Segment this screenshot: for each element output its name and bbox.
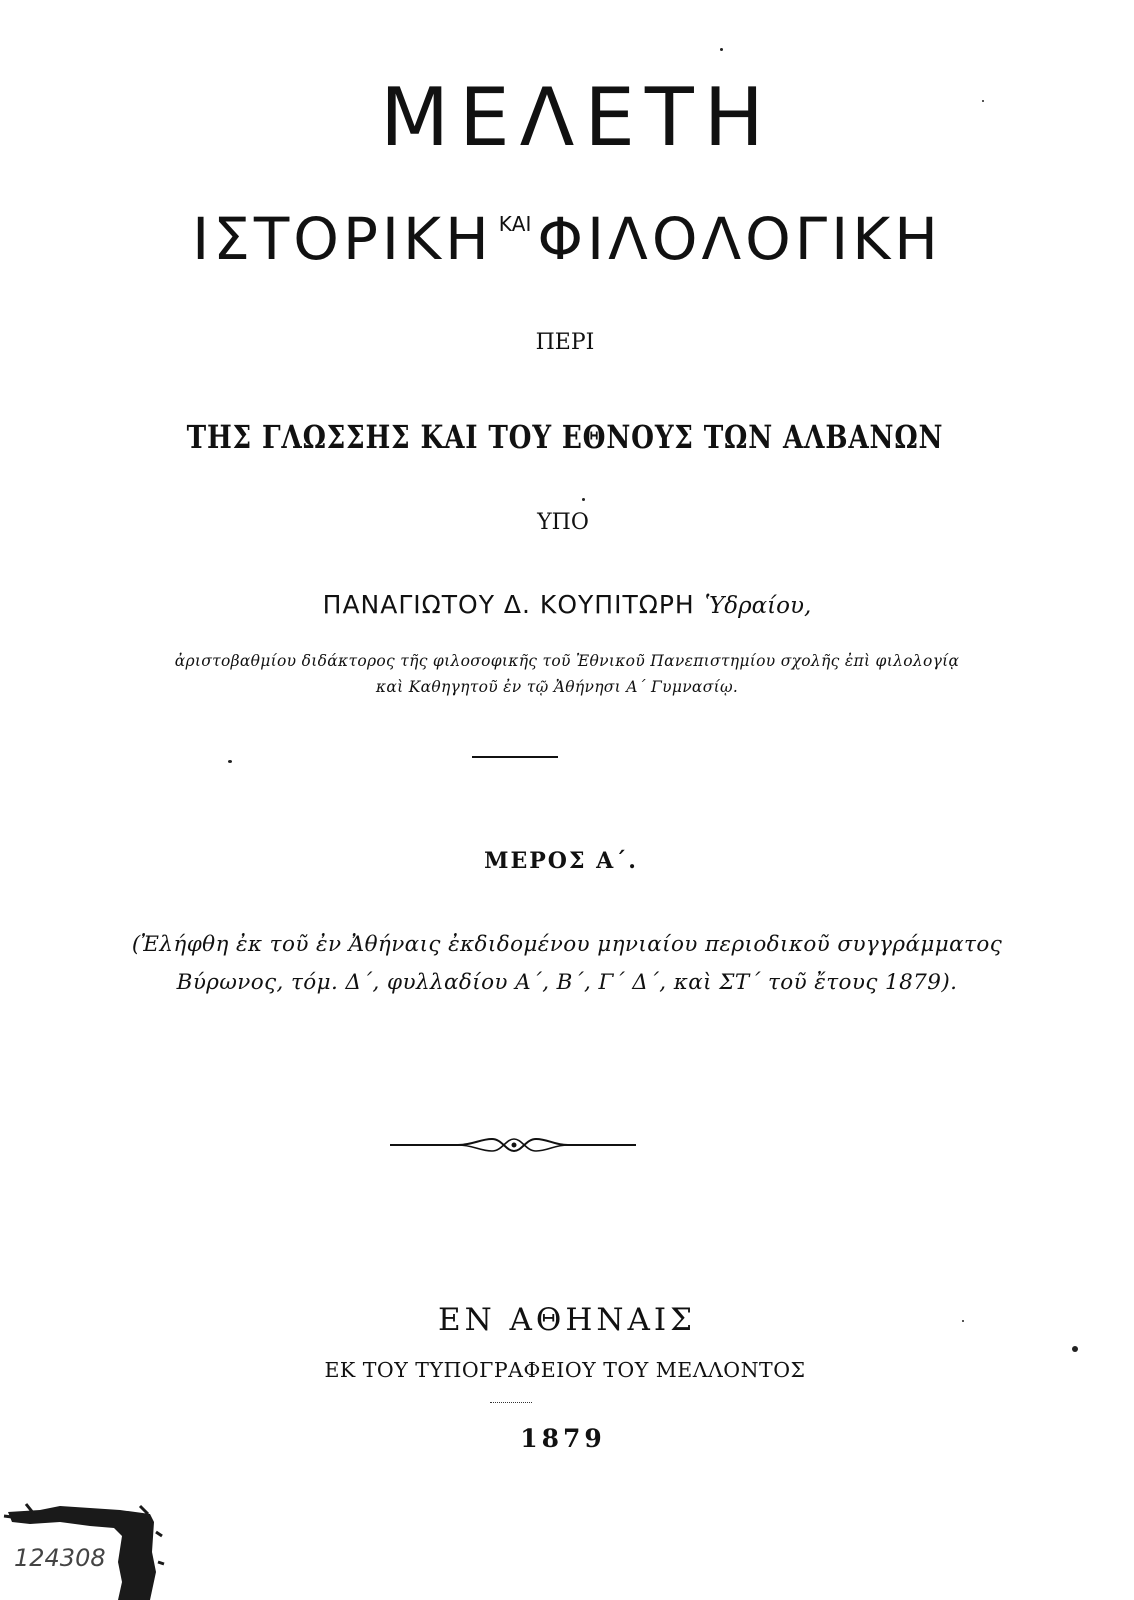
main-title: ΜΕΛΕΤΗ: [380, 71, 774, 164]
source-note-line-1: (Ἐλήφθη ἐκ τοῦ ἐν Ἀθήναις ἐκδιδομένου μηνιαίου περιοδικοῦ συγγράμματος: [131, 932, 1003, 957]
separator-rule: [472, 756, 558, 758]
author-origin: Ὑδραίου,: [704, 593, 812, 619]
subtitle-conjunction: ΚΑΙ: [498, 212, 532, 236]
paper-speck: [582, 498, 585, 501]
subtitle-philological: ΦΙΛΟΛΟΓΙΚΗ: [537, 205, 942, 273]
svg-text:124308: 124308: [14, 1544, 106, 1572]
paper-speck: [962, 1320, 964, 1322]
subtitle: [0, 205, 1134, 273]
subject-heading: ΤΗΣ ΓΛΩΣΣΗΣ ΚΑΙ ΤΟΥ ΕΘΝΟΥΣ ΤΩΝ ΑΛΒΑΝΩΝ: [186, 418, 944, 456]
imprint-city: ΕΝ ΑΘΗΝΑΙΣ: [437, 1302, 697, 1338]
hypo-label: ΥΠΟ: [537, 510, 589, 535]
author-credentials-line-1: ἀριστοβαθμίου διδάκτορος τῆς φιλοσοφικῆς τοῦ Ἐθνικοῦ Πανεπιστημίου σχολῆς ἐπὶ φιλολογίᾳ: [174, 652, 960, 670]
author-name: ΠΑΝΑΓΙΩΤΟΥ Δ. ΚΟΥΠΙΤΩΡΗ: [322, 590, 695, 619]
part-heading: ΜΕΡΟΣ Α΄.: [484, 848, 638, 874]
subtitle-historical: ΙΣΤΟΡΙΚΗ: [192, 205, 493, 273]
author-line: [0, 590, 1134, 619]
small-dotted-rule: [490, 1402, 532, 1404]
paper-speck: [1072, 1346, 1078, 1352]
library-stamp: [0, 1492, 170, 1600]
imprint-year: 1879: [520, 1424, 606, 1453]
ornament-divider: [388, 1130, 638, 1160]
imprint-printer: ΕΚ ΤΟΥ ΤΥΠΟΓΡΑΦΕΙΟΥ ΤΟΥ ΜΕΛΛΟΝΤΟΣ: [324, 1358, 806, 1382]
paper-speck: [720, 48, 723, 51]
peri-label: ΠΕΡΙ: [535, 330, 595, 355]
paper-speck: [982, 100, 984, 102]
paper-speck: [228, 760, 232, 763]
author-credentials-line-2: καὶ Καθηγητοῦ ἐν τῷ Ἀθήνησι Α΄ Γυμνασίῳ.: [375, 678, 739, 696]
source-note-line-2: Βύρωνος, τόμ. Δ΄, φυλλαδίου Α΄, Β΄, Γ΄ Δ΄, καὶ ΣΤ΄ τοῦ ἔτους 1879).: [176, 970, 958, 995]
